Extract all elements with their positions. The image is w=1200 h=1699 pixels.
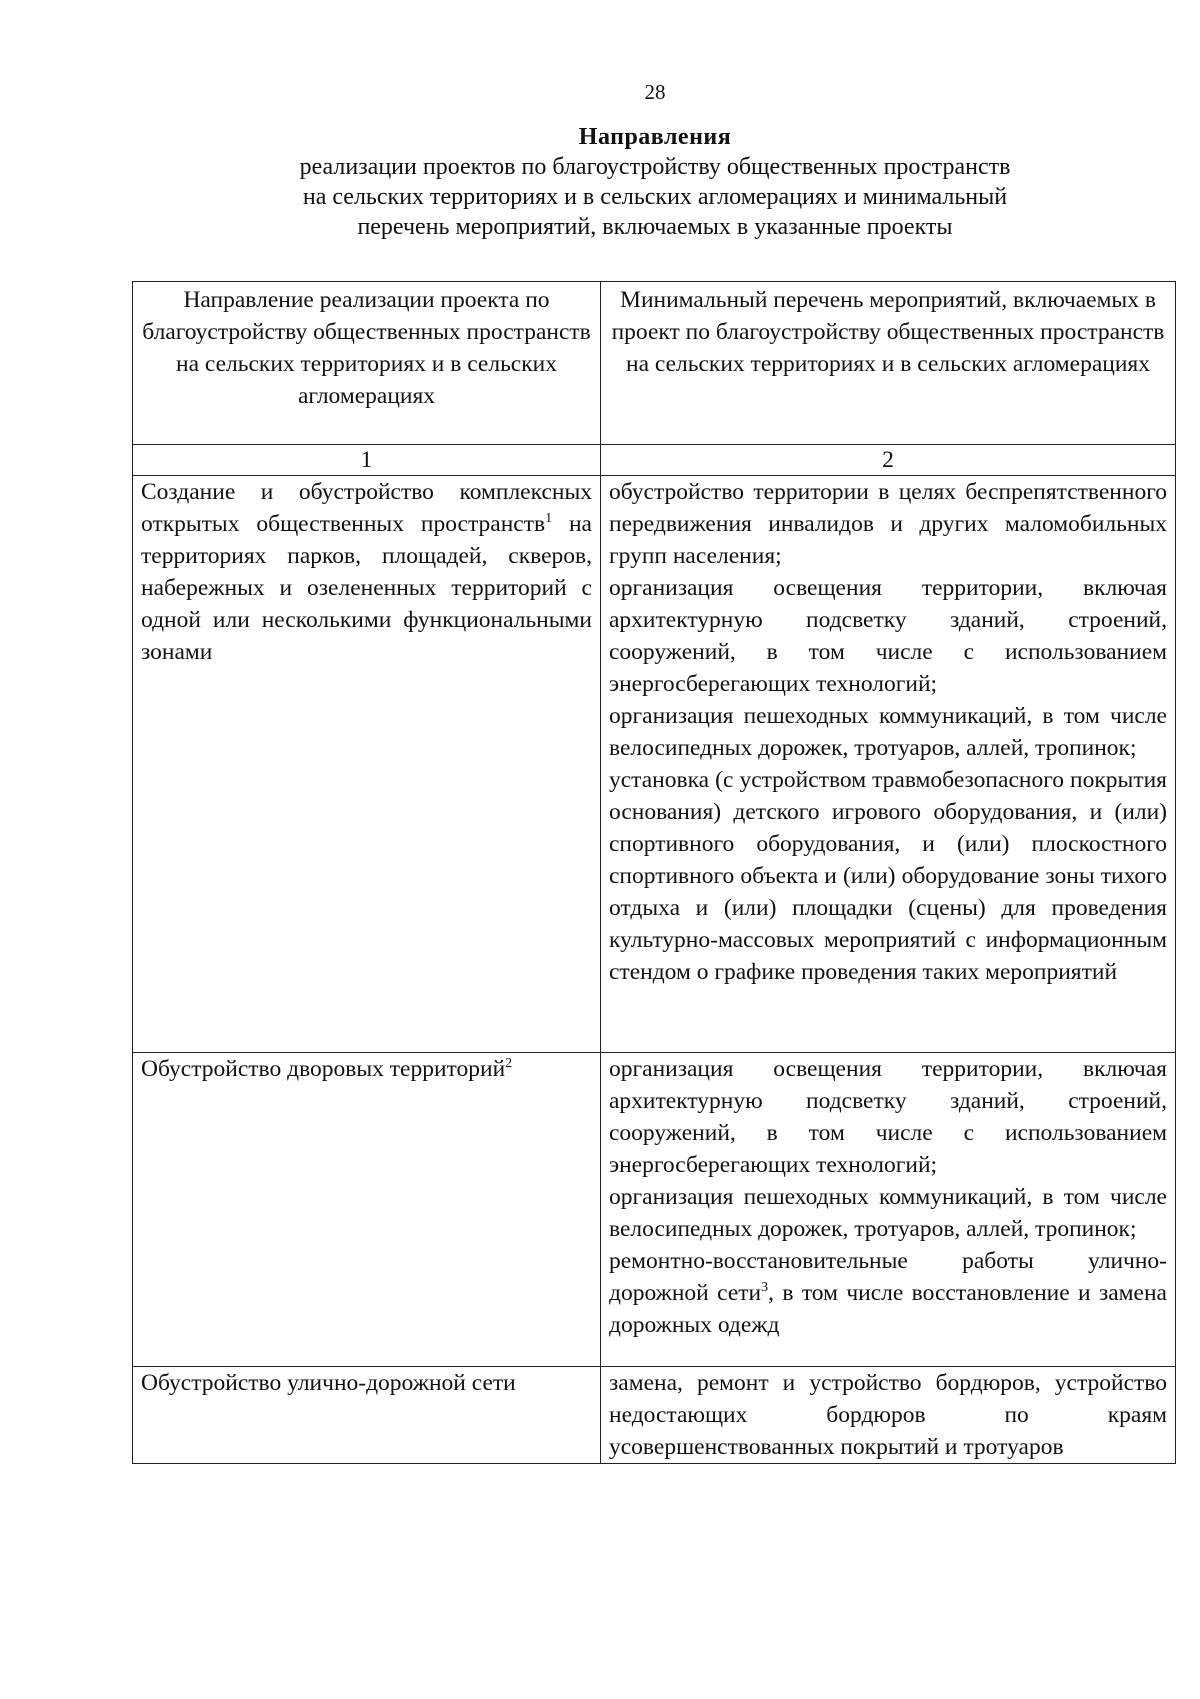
table-row [133, 1367, 1176, 1464]
direction-cell [133, 1367, 601, 1464]
measures-table [132, 281, 1176, 1464]
direction-text: Обустройство улично-дорожной сети [141, 1370, 516, 1396]
page-number: 28 [644, 80, 666, 104]
measure-text: ремонтно-восстановительные работы улично-дорожной сети [609, 1248, 1167, 1306]
table-row [133, 476, 1176, 1053]
header-direction: Направление реализации проекта по благоустройству общественных пространств на сельских территориях и в сельских агломерациях [133, 282, 601, 445]
measure-item: организация пешеходных коммуникаций, в том числе велосипедных дорожек, тротуаров, аллей, тропинок; [609, 1184, 1167, 1242]
measure-item: организация освещения территории, включая архитектурную подсветку зданий, строений, сооружений, в том числе с использованием энергосберегающих технологий; [609, 1056, 1167, 1178]
measure-item: обустройство территории в целях беспрепятственного передвижения инвалидов и других маломобильных групп населения; [609, 479, 1167, 569]
title-line-2: на сельских территориях и в сельских агломерациях и минимальный [302, 184, 1008, 210]
title-main: Направления [578, 124, 732, 150]
title-line-3: перечень мероприятий, включаемых в указанные проекты [357, 214, 953, 240]
measure-item [609, 1245, 1167, 1341]
measure-item: установка (с устройством травмобезопасного покрытия основания) детского игрового оборудования, и (или) спортивного оборудования, и (или) плоскостного спортивного объекта и (или) оборудование зоны тихого отдыха и (или) площадки (сцены) для проведения культурно-массовых мероприятий с информационным стендом о графике проведения таких мероприятий [609, 767, 1167, 985]
table-header-row [133, 282, 1176, 445]
header-measures: Минимальный перечень мероприятий, включаемых в проект по благоустройству общественных пространств на сельских территориях и в сельских агломерациях [601, 282, 1176, 445]
direction-cell [133, 1053, 601, 1367]
footnote-ref: 2 [505, 1056, 513, 1072]
table-number-row [133, 445, 1176, 476]
measures-cell [601, 476, 1176, 1053]
measures-cell [601, 1053, 1176, 1367]
direction-text: Обустройство дворовых территорий [141, 1056, 506, 1082]
footnote-ref: 1 [545, 511, 553, 527]
measure-text-cont: , в том числе восстановление и замена дорожных одежд [609, 1280, 1167, 1338]
measure-item: организация пешеходных коммуникаций, в том числе велосипедных дорожек, тротуаров, аллей, тропинок; [609, 703, 1167, 761]
title-line-1: реализации проектов по благоустройству общественных пространств [299, 154, 1011, 180]
table-row [133, 1053, 1176, 1367]
footnote-ref: 3 [761, 1280, 769, 1296]
measure-item: замена, ремонт и устройство бордюров, устройство недостающих бордюров по краям усовершенствованных покрытий и тротуаров [609, 1370, 1167, 1460]
document-title [0, 122, 1200, 242]
column-number-1: 1 [133, 445, 601, 476]
direction-text-cont: на территориях парков, площадей, скверов, набережных и озелененных территорий с одной или несколькими функциональными зонами [141, 511, 592, 665]
direction-text: Создание и обустройство комплексных открытых общественных пространств [141, 479, 592, 537]
measure-item: организация освещения территории, включая архитектурную подсветку зданий, строений, сооружений, в том числе с использованием энергосберегающих технологий; [609, 575, 1167, 697]
direction-cell [133, 476, 601, 1053]
measures-cell [601, 1367, 1176, 1464]
column-number-2: 2 [601, 445, 1176, 476]
